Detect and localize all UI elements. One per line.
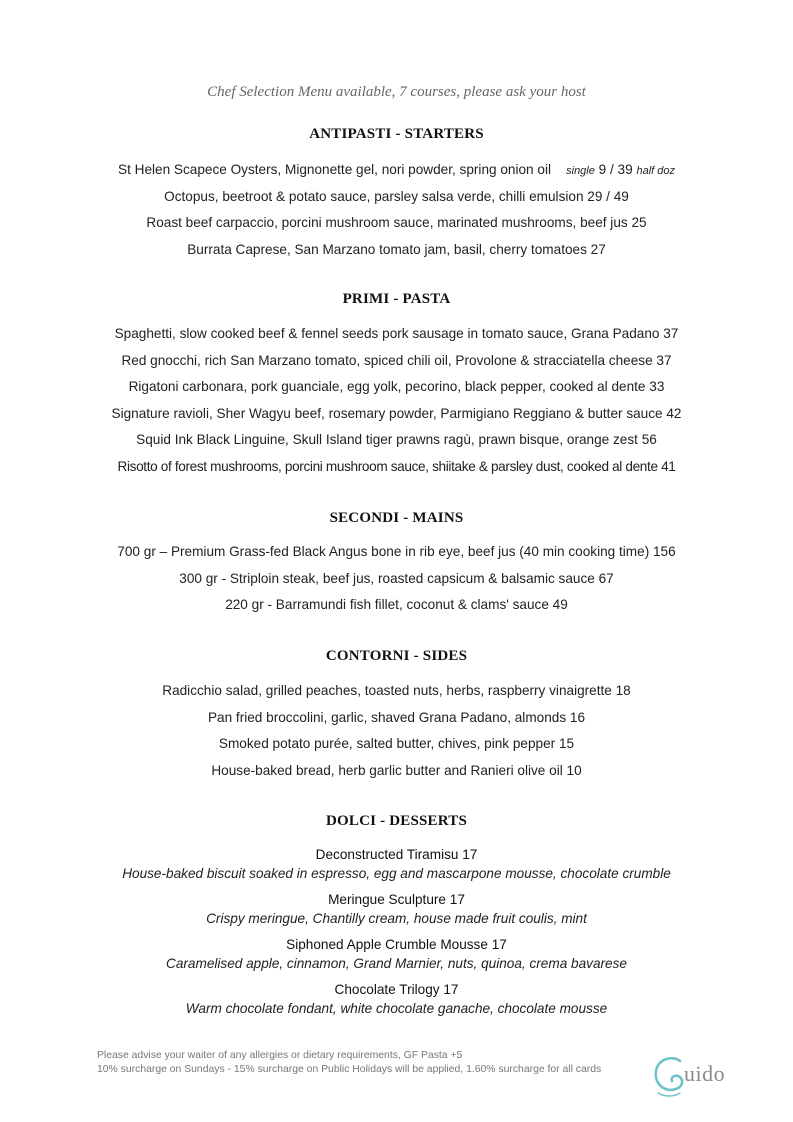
chef-selection-note: Chef Selection Menu available, 7 courses, please ask your host: [207, 84, 586, 100]
antipasti-list: [0, 157, 793, 263]
footer-notes: [97, 1049, 601, 1077]
menu-item: Octopus, beetroot & potato sauce, parsley salsa verde, chilli emulsion 29 / 49: [164, 188, 629, 204]
price-unit-label: half doz: [636, 165, 675, 177]
section-title-dolci: DOLCI - DESSERTS: [325, 813, 468, 829]
price-unit-label: single: [566, 165, 595, 177]
section-title-antipasti: ANTIPASTI - STARTERS: [309, 126, 484, 142]
menu-item: Smoked potato purée, salted butter, chives, pink pepper 15: [218, 736, 575, 752]
menu-item: Signature ravioli, Sher Wagyu beef, rosemary powder, Parmigiano Reggiano & butter sauce 42: [111, 405, 682, 421]
menu-item-price: 9 / 39: [598, 162, 633, 177]
menu-item: Risotto of forest mushrooms, porcini mushroom sauce, shiitake & parsley dust, cooked al dente 41: [117, 458, 676, 474]
primi-list: [0, 321, 793, 481]
menu-item: Radicchio salad, grilled peaches, toasted nuts, herbs, raspberry vinaigrette 18: [162, 683, 631, 698]
menu-item-text: St Helen Scapece Oysters, Mignonette gel, nori powder, spring onion oil: [118, 162, 551, 177]
menu-item: [0, 157, 793, 184]
dessert-item: [0, 845, 793, 883]
menu-item: House-baked bread, herb garlic butter and Ranieri olive oil 10: [211, 762, 582, 778]
menu-item: 700 gr – Premium Grass-fed Black Angus bone in rib eye, beef jus (40 min cooking time) 156: [117, 544, 676, 559]
allergy-note: Please advise your waiter of any allergies or dietary requirements, GF Pasta +5: [97, 1050, 463, 1061]
section-title-contorni: CONTORNI - SIDES: [325, 648, 468, 664]
dessert-item: [0, 935, 793, 973]
dessert-description: House-baked biscuit soaked in espresso, egg and mascarpone mousse, chocolate crumble: [122, 866, 671, 881]
menu-item: Rigatoni carbonara, pork guanciale, egg yolk, pecorino, black pepper, cooked al dente 33: [128, 379, 665, 395]
dolci-list: [0, 845, 793, 1025]
dessert-description: Warm chocolate fondant, white chocolate ganache, chocolate mousse: [185, 1001, 608, 1016]
dessert-name: Chocolate Trilogy 17: [334, 982, 459, 997]
menu-item: 220 gr - Barramundi fish fillet, coconut & clams' sauce 49: [225, 597, 568, 613]
menu-item: Burrata Caprese, San Marzano tomato jam, basil, cherry tomatoes 27: [187, 241, 606, 257]
logo-wordmark: uido: [684, 1061, 726, 1086]
dessert-name: Siphoned Apple Crumble Mousse 17: [286, 937, 507, 952]
dessert-description: Caramelised apple, cinnamon, Grand Marnier, nuts, quinoa, crema bavarese: [166, 956, 627, 971]
menu-item: Squid Ink Black Linguine, Skull Island tiger prawns ragù, prawn bisque, orange zest 56: [136, 432, 657, 448]
surcharge-note: 10% surcharge on Sundays - 15% surcharge on Public Holidays will be applied, 1.60% surcharge for all cards: [97, 1064, 602, 1075]
dessert-name: Meringue Sculpture 17: [328, 892, 465, 907]
dessert-description: Crispy meringue, Chantilly cream, house made fruit coulis, mint: [206, 911, 587, 926]
section-title-secondi: SECONDI - MAINS: [329, 510, 464, 526]
contorni-list: [0, 678, 793, 784]
secondi-list: [0, 539, 793, 619]
dessert-name: Deconstructed Tiramisu 17: [315, 847, 478, 862]
section-title-primi: PRIMI - PASTA: [342, 291, 451, 307]
dessert-item: [0, 890, 793, 928]
dessert-item: [0, 980, 793, 1018]
menu-item: Pan fried broccolini, garlic, shaved Grana Padano, almonds 16: [207, 709, 586, 725]
menu-item: 300 gr - Striploin steak, beef jus, roasted capsicum & balsamic sauce 67: [179, 570, 614, 586]
guido-logo: [650, 1053, 770, 1103]
menu-item: Roast beef carpaccio, porcini mushroom sauce, marinated mushrooms, beef jus 25: [146, 215, 647, 231]
menu-item: Spaghetti, slow cooked beef & fennel seeds pork sausage in tomato sauce, Grana Padano 37: [114, 326, 679, 341]
menu-item: Red gnocchi, rich San Marzano tomato, spiced chili oil, Provolone & stracciatella cheese 37: [121, 352, 672, 368]
